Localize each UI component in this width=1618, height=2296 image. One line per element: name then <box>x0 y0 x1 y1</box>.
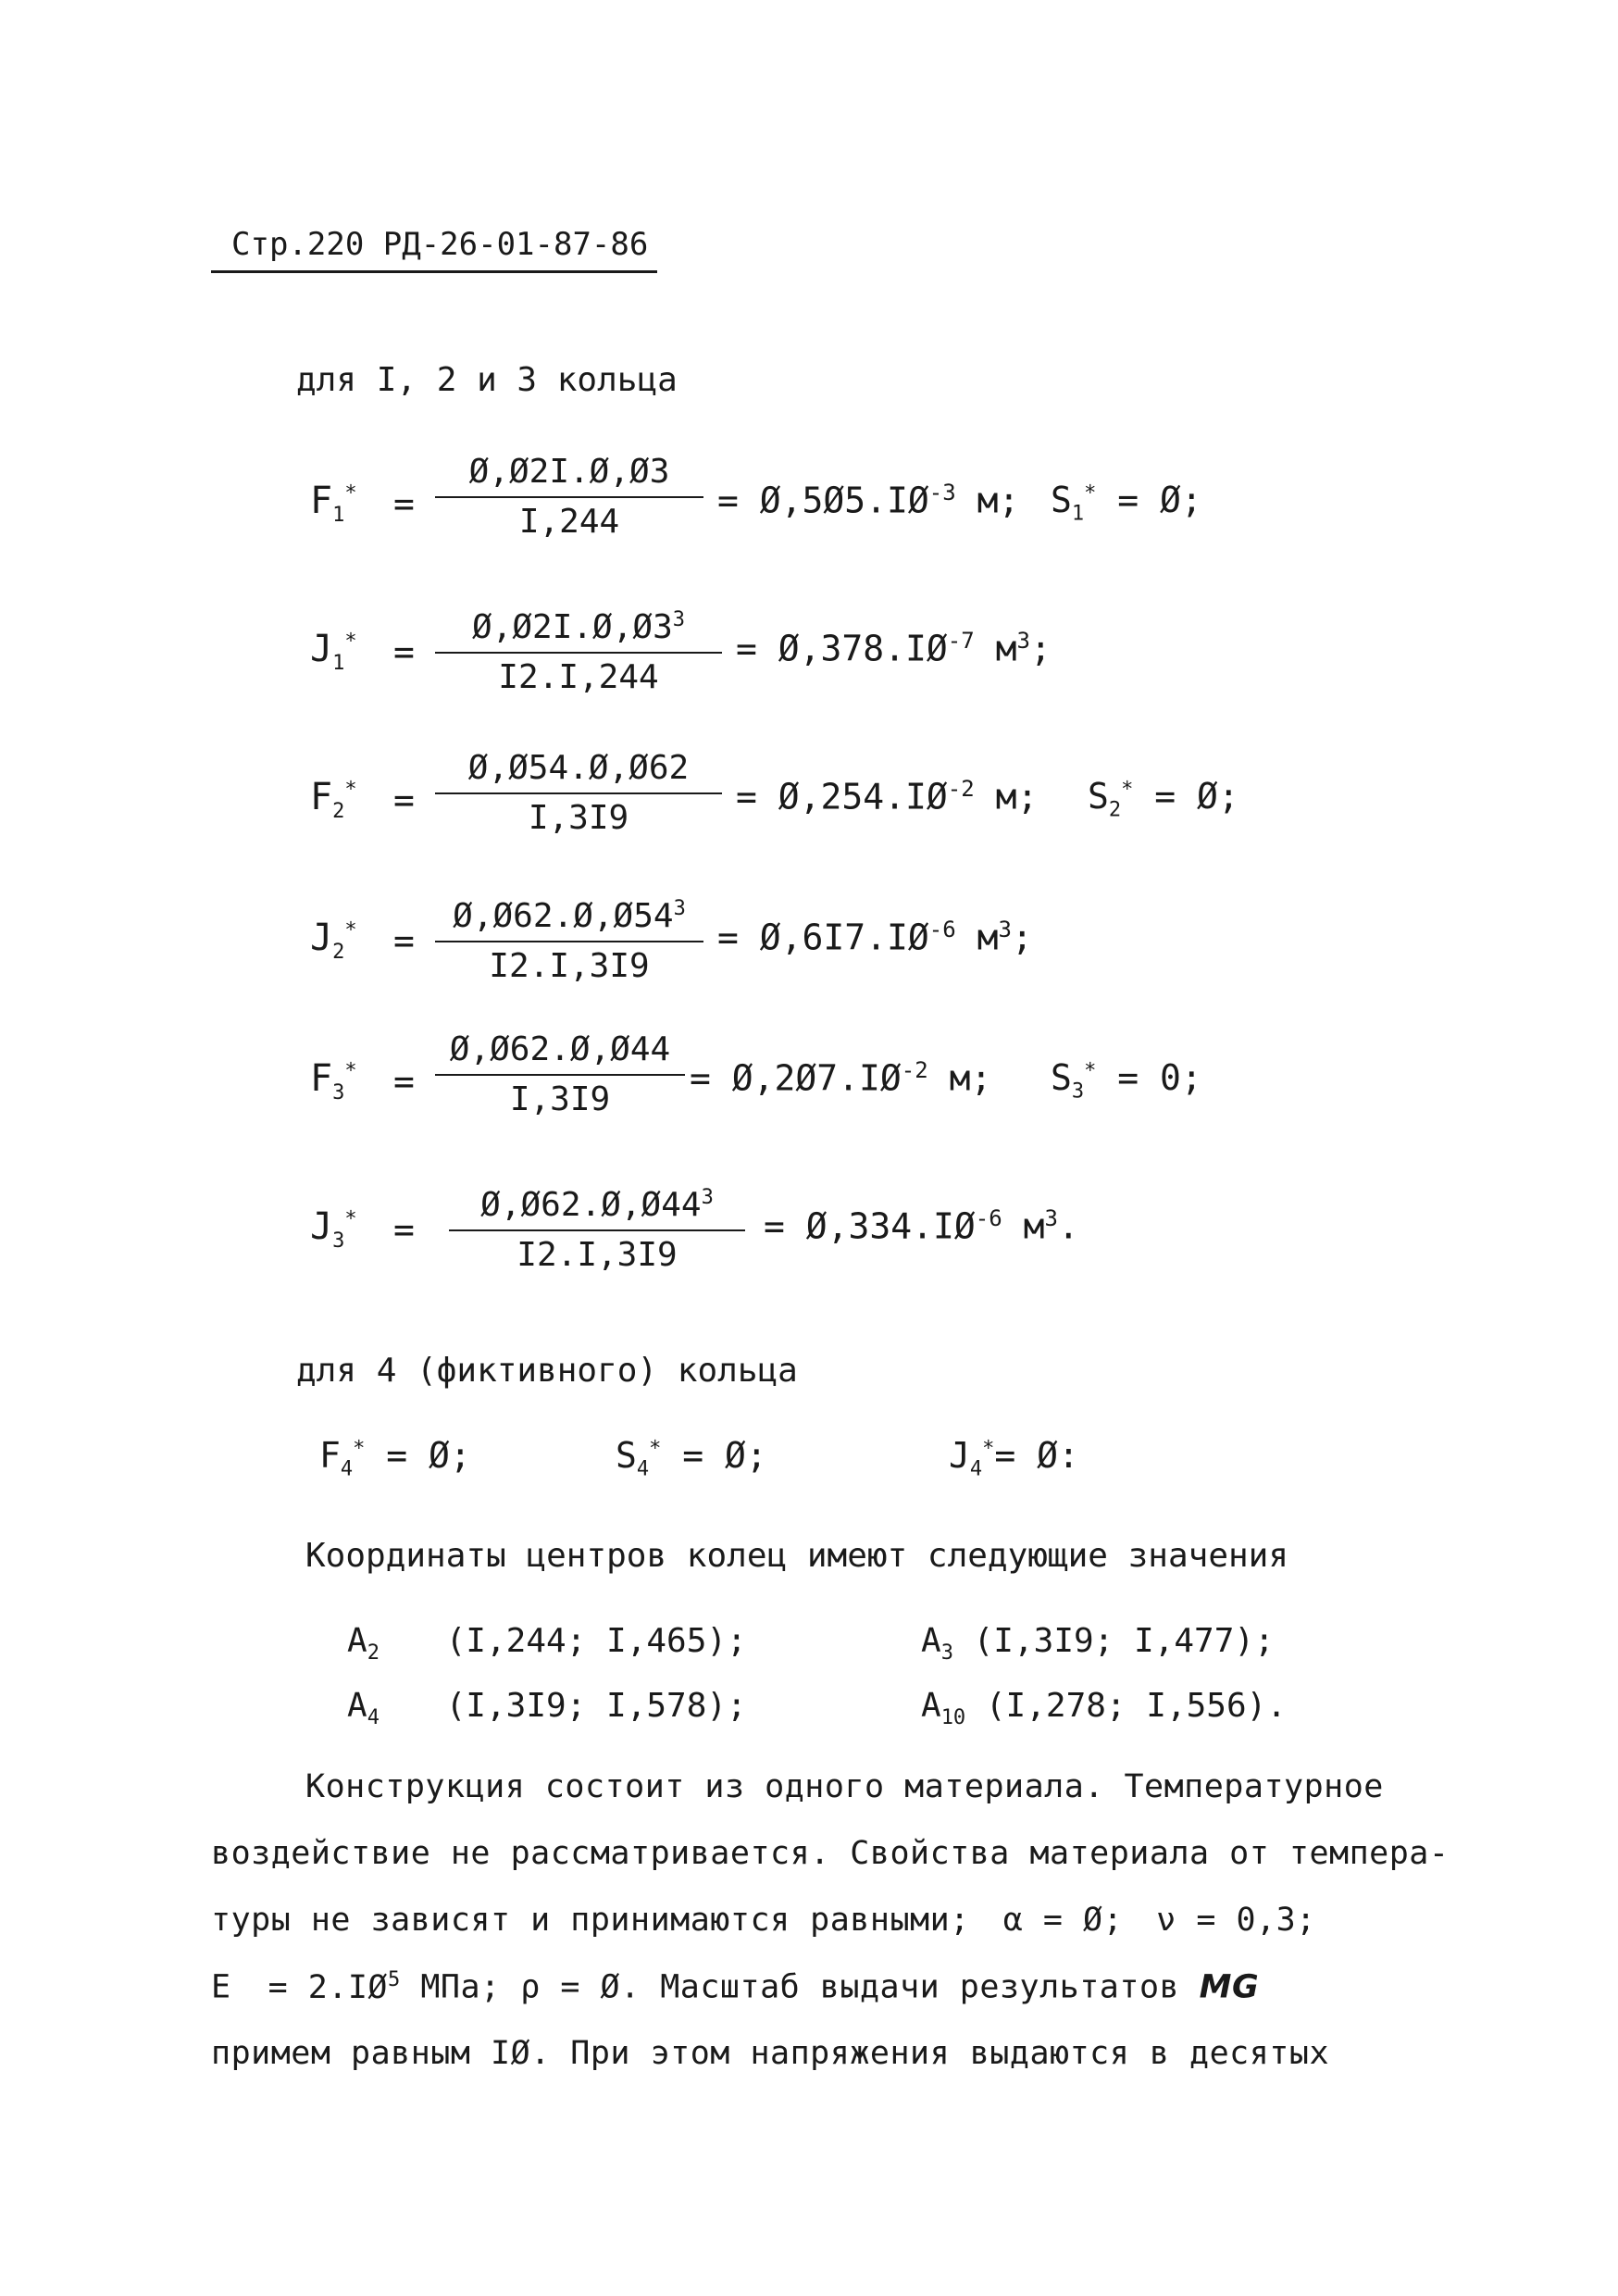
numerator: $Ø,Ø2I.Ø,Ø3^3$ <box>472 608 685 646</box>
numerator: $Ø,Ø62.Ø,Ø44^3$ <box>480 1186 714 1224</box>
fraction <box>435 600 722 698</box>
equation-s-value: $S_2^*$ = Ø; <box>1088 776 1239 822</box>
equation-f2 <box>310 748 1328 859</box>
fraction-bar <box>449 1229 745 1231</box>
fraction <box>435 748 722 839</box>
page-header: Стр.220 РД-26-01-87-86 <box>231 226 649 263</box>
ring4-f-value: $F_4^*$ = Ø; <box>319 1435 471 1481</box>
equation-j2 <box>310 889 1328 1000</box>
equation-symbol: $F_3^*$ <box>310 1057 357 1104</box>
equation-symbol: $J_1^*$ <box>310 628 357 675</box>
denominator: I2.I,3I9 <box>517 1236 678 1274</box>
equation-s-value: $S_1^*$ = Ø; <box>1051 480 1202 526</box>
equation-symbol: $F_2^*$ <box>310 776 357 823</box>
equation-symbol: $F_1^*$ <box>310 480 357 527</box>
fraction-bar <box>435 1074 685 1076</box>
paragraph-line-4: $E = 2.IØ^5$ МПа; ρ = Ø. Масштаб выдачи результатов MG <box>211 1968 1260 2006</box>
equation-j3 <box>310 1178 1328 1289</box>
fraction <box>435 452 703 543</box>
numerator: Ø,Ø2I.Ø,Ø3 <box>468 453 670 491</box>
equation-result: = $Ø,5Ø5.IØ^{-3}$ м; <box>717 480 1020 521</box>
fraction <box>449 1178 745 1276</box>
fraction-bar <box>435 792 722 794</box>
ring4-j-value: $J_4^*=$ Ø: <box>949 1435 1079 1481</box>
coordinate-a2: $A_2$ (I,244; I,465); <box>347 1622 747 1666</box>
equation-j1 <box>310 600 1328 711</box>
equals-sign: = <box>393 920 415 961</box>
equals-sign: = <box>393 483 415 524</box>
coordinate-a4: $A_4$ (I,3I9; I,578); <box>347 1687 747 1730</box>
coordinate-a3: $A_3$ (I,3I9; I,477); <box>921 1622 1275 1666</box>
equals-sign: = <box>393 631 415 672</box>
equals-sign: = <box>393 1061 415 1102</box>
denominator: I,244 <box>518 503 620 541</box>
section-title-coordinates: Координаты центров колец имеют следующие значения <box>305 1537 1289 1575</box>
fraction-bar <box>435 496 703 498</box>
equation-result: = $Ø,334.IØ^{-6}$ $м^3$. <box>764 1205 1079 1247</box>
fraction <box>435 889 703 987</box>
numerator: Ø,Ø54.Ø,Ø62 <box>467 749 690 787</box>
equation-result: = $Ø,378.IØ^{-7}$ $м^3$; <box>736 628 1052 669</box>
numerator: $Ø,Ø62.Ø,Ø54^3$ <box>453 897 686 935</box>
ring4-s-value: $S_4^*$ = Ø; <box>616 1435 767 1481</box>
paragraph-line-2: воздействие не рассматривается. Свойства материала от темпера- <box>211 1835 1450 1872</box>
denominator: I2.I,244 <box>498 658 659 696</box>
section-title-rings-1-3: для I, 2 и 3 кольца <box>296 361 678 399</box>
denominator: I,3I9 <box>528 799 629 837</box>
equation-symbol: $J_2^*$ <box>310 917 357 964</box>
fraction-bar <box>435 941 703 942</box>
equals-sign: = <box>393 780 415 820</box>
header-underline <box>211 270 657 273</box>
fraction <box>435 1029 685 1120</box>
equation-result: = $Ø,254.IØ^{-2}$ м; <box>736 776 1039 817</box>
equation-symbol: $J_3^*$ <box>310 1205 357 1253</box>
denominator: I2.I,3I9 <box>489 947 650 985</box>
equation-f3 <box>310 1029 1328 1141</box>
equation-result: = $Ø,6I7.IØ^{-6}$ $м^3$; <box>717 917 1033 958</box>
fraction-bar <box>435 652 722 654</box>
paragraph-line-1: Конструкция состоит из одного материала. Температурное <box>305 1768 1384 1805</box>
equals-sign: = <box>393 1209 415 1250</box>
equation-f1 <box>310 452 1328 563</box>
section-title-ring-4: для 4 (фиктивного) кольца <box>296 1352 798 1390</box>
paragraph-line-5: примем равным IØ. При этом напряжения выдаются в десятых <box>211 2035 1330 2072</box>
paragraph-line-3: туры не зависят и принимаются равными; α = Ø; ν = 0,3; <box>211 1902 1316 1939</box>
equation-s-value: $S_3^* = 0$; <box>1051 1057 1202 1104</box>
denominator: I,3I9 <box>509 1080 611 1118</box>
numerator: Ø,Ø62.Ø,Ø44 <box>449 1030 671 1068</box>
equation-result: = $Ø,2Ø7.IØ^{-2}$ м; <box>690 1057 992 1099</box>
coordinate-a10: $A_{10}$ (I,278; I,556). <box>921 1687 1287 1730</box>
